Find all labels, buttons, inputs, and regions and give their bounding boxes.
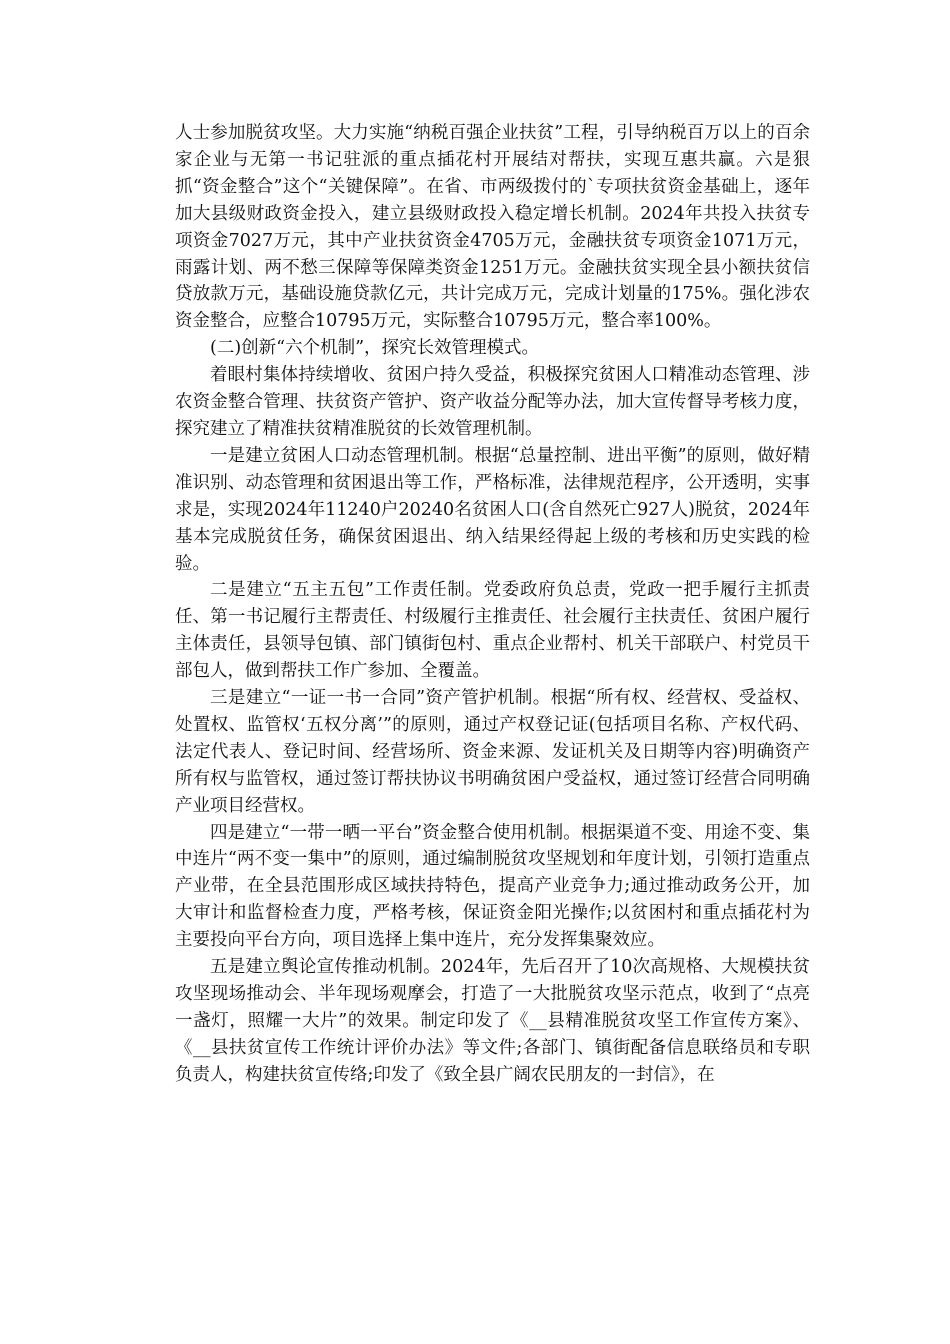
paragraph-1: 人士参加脱贫攻坚。大力实施“纳税百强企业扶贫”工程，引导纳税百万以上的百余家企业与无第一书记驻派的重点插花村开展结对帮扶，实现互惠共赢。六是狠抓“资金整合”这个“关键保障”。在省、市两级拨付的`专项扶贫资金基础上，逐年加大县级财政资金投入，建立县级财政投入稳定增长机制。2024年共投入扶贫专项资金7027万元，其中产业扶贫资金4705万元，金融扶贫专项资金1071万元，雨露计划、两不愁三保障等保障类资金1251万元。金融扶贫实现全县小额扶贫信贷放款万元，基础设施贷款亿元，共计完成万元，完成计划量的175%。强化涉农资金整合，应整合10795万元，实际整合10795万元，整合率100%。 xyxy=(175,123,810,332)
section-heading: (二)创新“六个机制”，探究长效管理模式。 xyxy=(210,338,540,359)
paragraph-5: 二是建立“五主五包”工作责任制。党委政府负总责，党政一把手履行主抓责任、第一书记履行主帮责任、村级履行主推责任、社会履行主扶责任、贫困户履行主体责任，县领导包镇、部门镇街包村、重点企业帮村、机关干部联户、村党员干部包人，做到帮扶工作广参加、全覆盖。 xyxy=(175,580,810,682)
paragraph-3: 着眼村集体持续增收、贫困户持久受益，积极探究贫困人口精准动态管理、涉农资金整合管理、扶贫资产管护、资产收益分配等办法，加大宣传督导考核力度，探究建立了精准扶贫精准脱贫的长效管理机制。 xyxy=(175,365,810,439)
document-body xyxy=(175,120,810,1089)
paragraph-4: 一是建立贫困人口动态管理机制。根据“总量控制、进出平衡”的原则，做好精准识别、动态管理和贫困退出等工作，严格标准，法律规范程序，公开透明，实事求是，实现2024年11240户20240名贫困人口(含自然死亡927人)脱贫，2024年基本完成脱贫任务，确保贫困退出、纳入结果经得起上级的考核和历史实践的检验。 xyxy=(175,445,810,574)
paragraph-7: 四是建立“一带一晒一平台”资金整合使用机制。根据渠道不变、用途不变、集中连片“两不变一集中”的原则，通过编制脱贫攻坚规划和年度计划，引领打造重点产业带，在全县范围形成区域扶持特色，提高产业竞争力;通过推动政务公开，加大审计和监督检查力度，严格考核，保证资金阳光操作;以贫困村和重点插花村为主要投向平台方向，项目选择上集中连片，充分发挥集聚效应。 xyxy=(175,822,810,951)
paragraph-6: 三是建立“一证一书一合同”资产管护机制。根据“所有权、经营权、受益权、处置权、监管权‘五权分离’”的原则，通过产权登记证(包括项目名称、产权代码、法定代表人、登记时间、经营场所、资金来源、发证机关及日期等内容)明确资产所有权与监管权，通过签订帮扶协议书明确贫困户受益权，通过签订经营合同明确产业项目经营权。 xyxy=(175,688,810,816)
paragraph-8: 五是建立舆论宣传推动机制。2024年，先后召开了10次高规格、大规模扶贫攻坚现场推动会、半年现场观摩会，打造了一大批脱贫攻坚示范点，收到了“点亮一盏灯，照耀一大片”的效果。制定印发了《__县精准脱贫攻坚工作宣传方案》、《__县扶贫宣传工作统计评价办法》等文件;各部门、镇街配备信息联络员和专职负责人，构建扶贫宣传络;印发了《致全县广阔农民朋友的一封信》，在 xyxy=(175,957,810,1085)
